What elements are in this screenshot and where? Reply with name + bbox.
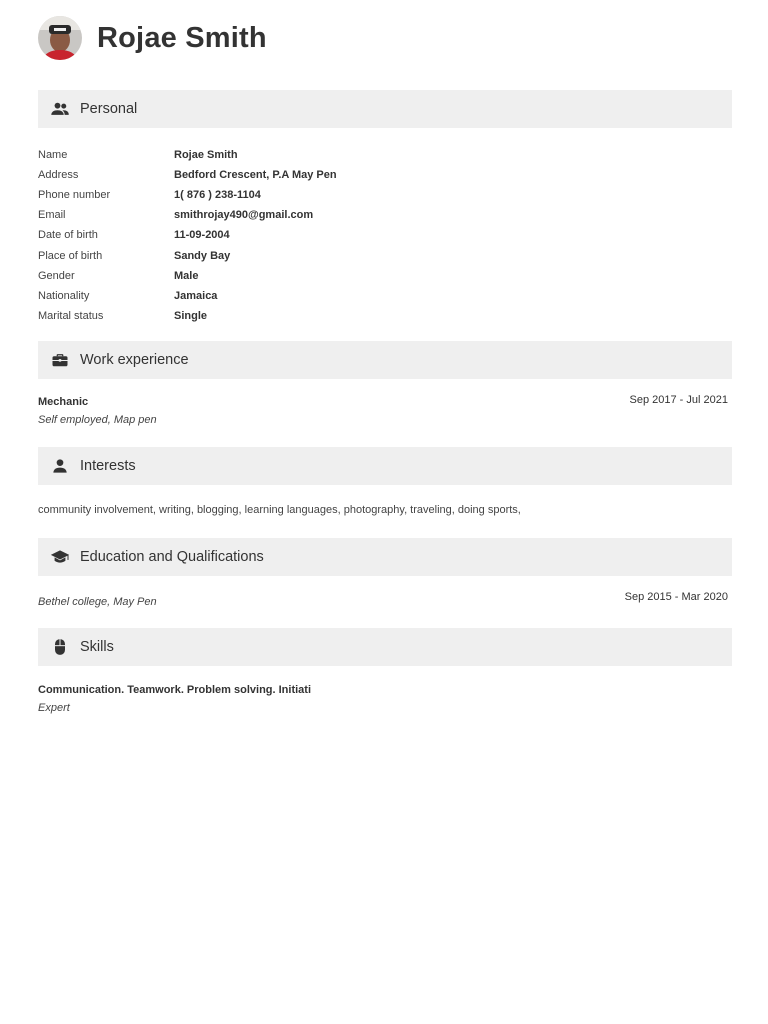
- section-title-education: Education and Qualifications: [80, 549, 264, 565]
- field-label: Marital status: [38, 309, 104, 322]
- section-header-personal: [38, 90, 732, 128]
- job-title: Mechanic: [38, 396, 89, 408]
- personal-row-gender: [38, 266, 438, 286]
- people-icon: [50, 99, 70, 119]
- field-label: Gender: [38, 269, 75, 282]
- section-title-interests: Interests: [80, 458, 136, 474]
- field-label: Name: [38, 149, 68, 162]
- personal-details-table: [38, 145, 438, 326]
- field-value: Rojae Smith: [174, 149, 238, 162]
- mouse-icon: [50, 637, 70, 657]
- field-label: Date of birth: [38, 229, 98, 242]
- person-icon: [50, 456, 70, 476]
- field-value: Jamaica: [174, 289, 218, 302]
- section-title-skills: Skills: [80, 639, 114, 655]
- field-label: Email: [38, 209, 66, 222]
- section-header-work-experience: [38, 341, 732, 379]
- personal-row-phone: [38, 185, 438, 205]
- personal-row-email: [38, 205, 438, 225]
- briefcase-icon: [50, 350, 70, 370]
- interests-text: community involvement, writing, blogging, learning languages, photography, traveling, doing sports,: [38, 504, 521, 516]
- personal-row-nationality: [38, 286, 438, 306]
- personal-row-name: [38, 145, 438, 165]
- field-value: 11-09-2004: [174, 229, 230, 242]
- personal-row-place-of-birth: [38, 245, 438, 265]
- field-label: Phone number: [38, 189, 111, 202]
- resume-header: [38, 16, 267, 60]
- field-value: Bedford Crescent, P.A May Pen: [174, 169, 337, 182]
- section-title-work-experience: Work experience: [80, 352, 189, 368]
- field-label: Place of birth: [38, 249, 103, 262]
- section-header-education: [38, 538, 732, 576]
- job-dates: Sep 2017 - Jul 2021: [629, 394, 728, 406]
- personal-row-date-of-birth: [38, 225, 438, 245]
- education-dates: Sep 2015 - Mar 2020: [624, 591, 728, 603]
- field-value: smithrojay490@gmail.com: [174, 209, 314, 222]
- education-institution: Bethel college, May Pen: [38, 596, 157, 608]
- graduation-cap-icon: [50, 547, 70, 567]
- field-value: Single: [174, 309, 208, 322]
- personal-row-marital-status: [38, 306, 438, 326]
- avatar: [38, 16, 82, 60]
- field-value: Sandy Bay: [174, 249, 231, 262]
- field-label: Nationality: [38, 289, 90, 302]
- candidate-name: Rojae Smith: [97, 21, 267, 54]
- field-value: 1( 876 ) 238-1104: [174, 189, 261, 202]
- skill-level: Expert: [38, 702, 70, 714]
- section-header-skills: [38, 628, 732, 666]
- field-label: Address: [38, 169, 79, 182]
- personal-row-address: [38, 165, 438, 185]
- field-value: Male: [174, 269, 199, 282]
- job-employer: Self employed, Map pen: [38, 414, 157, 426]
- section-title-personal: Personal: [80, 101, 138, 117]
- skill-name: Communication. Teamwork. Problem solving. Initiati: [38, 684, 312, 696]
- section-header-interests: [38, 447, 732, 485]
